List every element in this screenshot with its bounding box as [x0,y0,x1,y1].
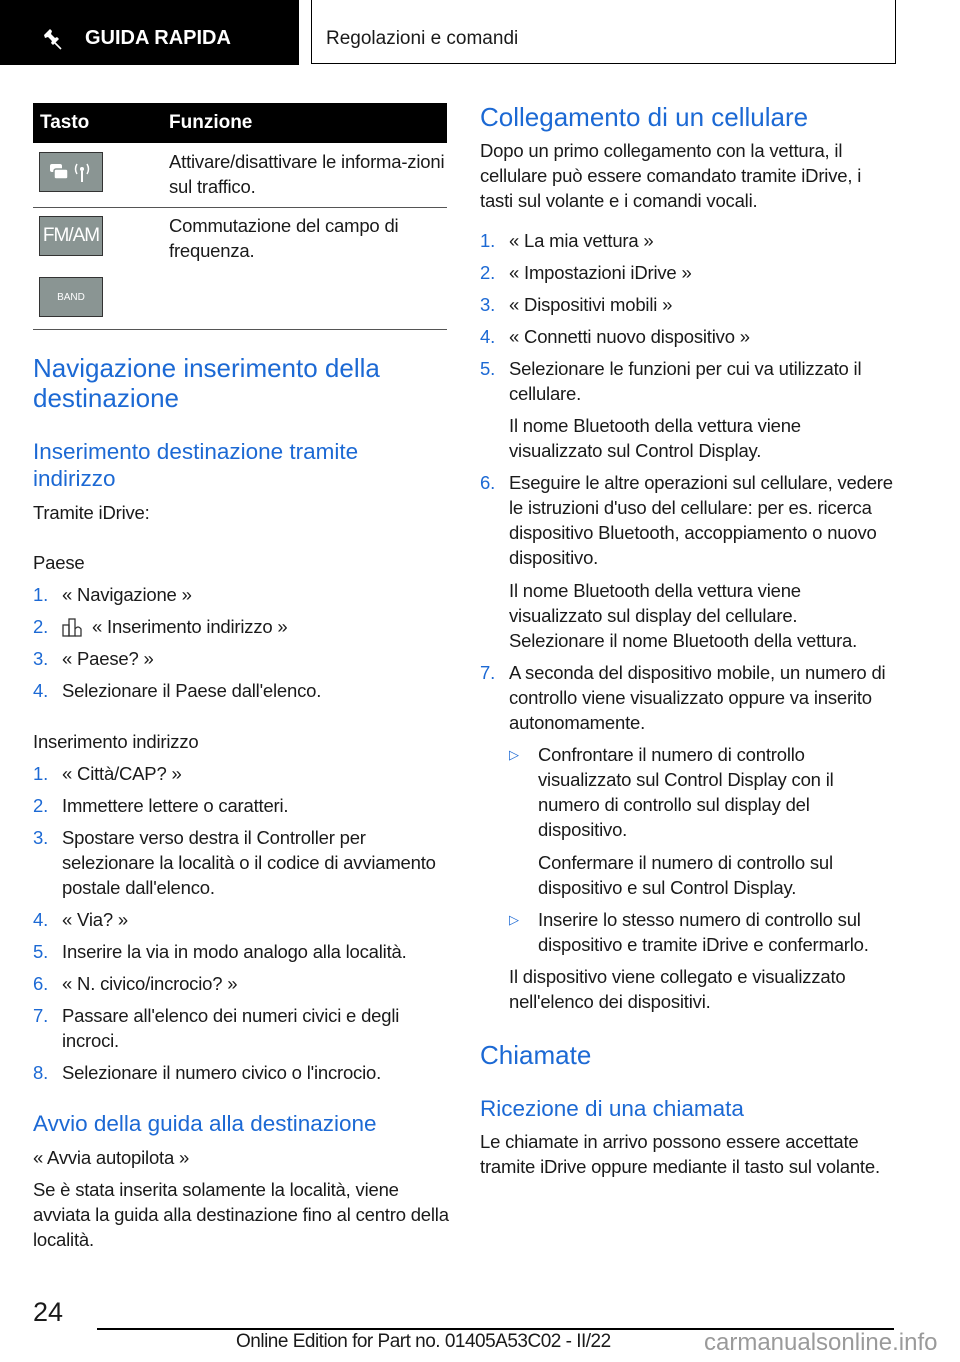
list-item: 6. Eseguire le altre operazioni sul cellulare, vedere le istruzioni d'uso del cellulare: per es. ricerca dispositivo Bluetooth, accoppiamento o nuovo dispositivo. [480,472,893,568]
bullet-item: ▷ Confrontare il numero di controllo visualizzato sul Control Display con il numero di controllo sul display del dispositivo. [509,744,834,840]
list-item: 1. « La mia vettura » [480,230,654,251]
list-item: 7. A seconda del dispositivo mobile, un numero di controllo viene visualizzato oppure va inserito autonomamente. [480,662,886,733]
list-item: 1. « Navigazione » [33,584,192,605]
fm-am-button-icon: FM/AM [39,216,103,256]
list-item: 6. « N. civico/incrocio? » [33,973,238,994]
table-row-divider [33,207,447,208]
table-cell-function: Commutazione del campo di frequenza. [169,215,399,261]
watermark: carmanualsonline.info [704,1329,938,1356]
list-item: 3. « Paese? » [33,648,154,669]
paragraph: Le chiamate in arrivo possono essere accettate tramite iDrive oppure mediante il tasto sul volante. [480,1131,880,1177]
subsection-heading: Ricezione di una chiamata [480,1096,744,1121]
traffic-info-button-icon [39,152,103,192]
list-item: 4. « Via? » [33,909,128,930]
column-header-function: Funzione [169,112,253,133]
section-heading: Navigazione inserimento della destinazione [33,353,380,413]
table-header [33,103,447,143]
address-input-icon [61,617,83,643]
list-item: 3. Spostare verso destra il Controller per selezionare la località o il codice di avviamento postale dall'elenco. [33,827,436,898]
list-item: 7. Passare all'elenco dei numeri civici e degli incroci. [33,1005,400,1051]
triangle-bullet-icon: ▷ [509,912,519,927]
paragraph: Dopo un primo collegamento con la vettura, il cellulare può essere comandato tramite iDrive, i tasti sul volante e i comandi vocali. [480,140,862,211]
subsection-heading: Inserimento destinazione tramite indirizzo [33,439,359,491]
indirizzo-title: Inserimento indirizzo [33,731,199,752]
list-item: 8. Selezionare il numero civico o l'incrocio. [33,1062,382,1083]
list-item: 4. « Connetti nuovo dispositivo » [480,326,750,347]
left-column [33,353,449,1252]
chapter-title: Regolazioni e comandi [326,28,519,49]
section-tab [0,0,299,65]
paese-title: Paese [33,552,85,573]
bullet-item: ▷ Inserire lo stesso numero di controllo sul dispositivo e tramite iDrive e confermarlo. [509,909,869,955]
edition-text: Online Edition for Part no. 01405A53C02 - II/22 [236,1331,611,1352]
list-item: 3. « Dispositivi mobili » [480,294,673,315]
column-header-key: Tasto [40,112,90,133]
section-title: GUIDA RAPIDA [85,27,231,49]
list-item: 2. Immettere lettere o caratteri. [33,795,289,816]
list-item: 2. « Inserimento indirizzo » [33,614,449,639]
chapter-tab [311,0,896,64]
step-note: Il nome Bluetooth della vettura viene visualizzato sul display del cellulare. Selezionare il nome Bluetooth della vettura. [509,580,858,651]
table-bottom-rule [33,329,447,330]
triangle-bullet-icon: ▷ [509,747,519,762]
pin-icon [40,26,64,55]
intro-text: Tramite iDrive: [33,502,150,523]
table-cell-function: Attivare/disattivare le informa-zioni sul traffico. [169,151,445,197]
step-note: Il nome Bluetooth della vettura viene visualizzato sul Control Display. [509,415,801,461]
paragraph: Se è stata inserita solamente la località, viene avviata la guida alla destinazione fino al centro della località. [33,1179,449,1250]
subsection-heading: Avvio della guida alla destinazione [33,1111,377,1136]
paragraph: Il dispositivo viene collegato e visualizzato nell'elenco dei dispositivi. [509,966,846,1012]
section-heading: Collegamento di un cellulare [480,102,809,132]
band-button-icon: BAND [39,277,103,317]
list-item: 4. Selezionare il Paese dall'elenco. [33,680,322,701]
right-column [480,102,895,1179]
list-item: 2. « Impostazioni iDrive » [480,262,692,283]
list-item: 1. « Città/CAP? » [33,763,182,784]
menu-command: « Avvia autopilota » [33,1147,190,1168]
list-item: 5. Selezionare le funzioni per cui va utilizzato il cellulare. [480,358,862,404]
section-heading: Chiamate [480,1040,592,1070]
bullet-note: Confermare il numero di controllo sul dispositivo e sul Control Display. [538,852,833,898]
page-number: 24 [33,1297,64,1327]
list-item: 5. Inserire la via in modo analogo alla località. [33,941,407,962]
